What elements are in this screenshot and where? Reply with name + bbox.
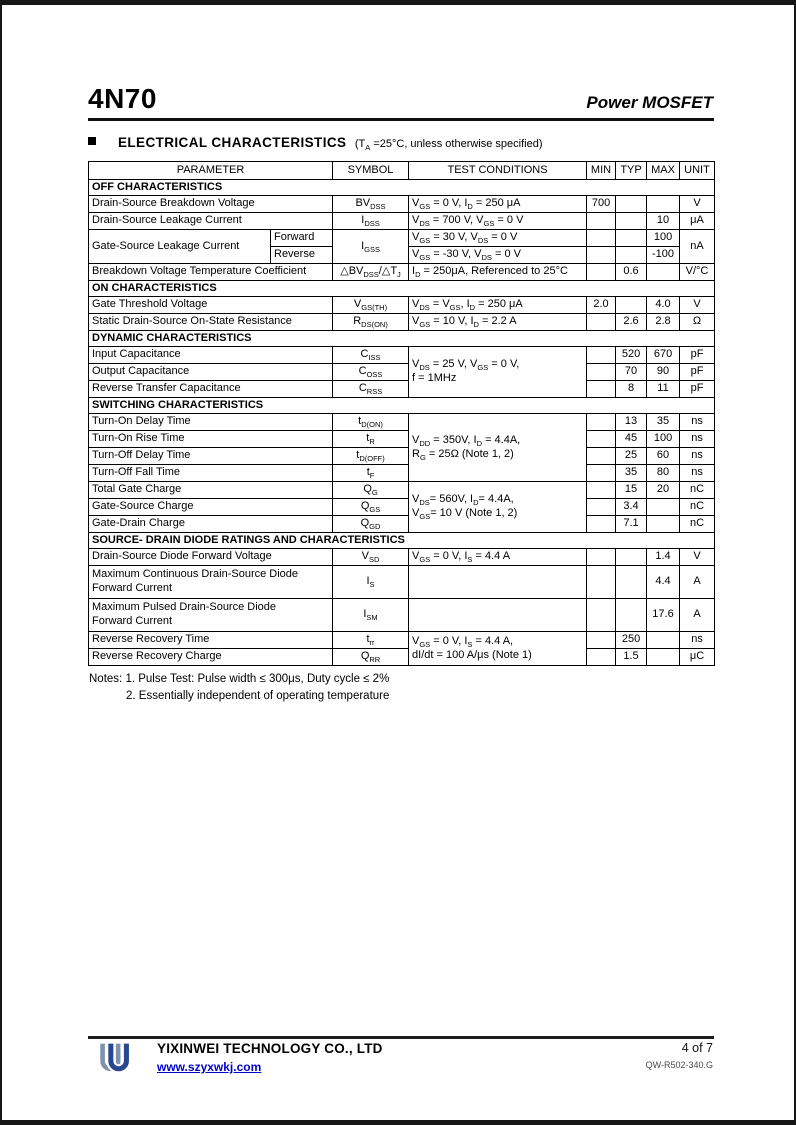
table-cell: Ω bbox=[680, 314, 715, 331]
part-number: 4N70 bbox=[88, 83, 157, 114]
section-header: OFF CHARACTERISTICS bbox=[89, 180, 715, 196]
note-line-2 bbox=[126, 688, 389, 705]
table-cell: $V_{DS} = V_{GS}$, $I_D = 250$ μA bbox=[409, 297, 587, 314]
table-cell: pF bbox=[680, 364, 715, 381]
table-cell: 25 bbox=[616, 448, 647, 465]
table-cell bbox=[587, 314, 616, 331]
table-cell bbox=[616, 230, 647, 247]
table-cell bbox=[587, 482, 616, 499]
column-header: MAX bbox=[647, 162, 680, 180]
table-cell bbox=[616, 297, 647, 314]
table-cell bbox=[616, 196, 647, 213]
column-header: TEST CONDITIONS bbox=[409, 162, 587, 180]
table-cell bbox=[587, 448, 616, 465]
table-cell: μA bbox=[680, 213, 715, 230]
table-cell: 100 bbox=[647, 230, 680, 247]
table-cell: 60 bbox=[647, 448, 680, 465]
table-cell: 4.4 bbox=[647, 566, 680, 599]
table-cell: 15 bbox=[616, 482, 647, 499]
table-row bbox=[89, 482, 715, 499]
table-cell: $V_{DS} = 25$ V, $V_{GS} = 0$ V, f = 1MHz bbox=[409, 347, 587, 398]
section-row bbox=[89, 180, 715, 196]
table-cell bbox=[616, 599, 647, 632]
section-header: ON CHARACTERISTICS bbox=[89, 281, 715, 297]
header-divider bbox=[88, 118, 714, 121]
table-cell bbox=[409, 599, 587, 632]
table-cell bbox=[587, 465, 616, 482]
table-cell: Gate-Drain Charge bbox=[89, 516, 333, 533]
square-bullet-icon bbox=[88, 137, 96, 145]
table-cell bbox=[587, 347, 616, 364]
table-cell: Input Capacitance bbox=[89, 347, 333, 364]
table-cell: $t_{rr}$ bbox=[333, 632, 409, 649]
table-cell: $Q_{GS}$ bbox=[333, 499, 409, 516]
table-cell bbox=[409, 566, 587, 599]
table-row bbox=[89, 499, 715, 516]
table-cell bbox=[647, 264, 680, 281]
table-cell: $\triangle BV_{DSS}/\triangle T_J$ bbox=[333, 264, 409, 281]
table-cell: 2.0 bbox=[587, 297, 616, 314]
table-cell: 13 bbox=[616, 414, 647, 431]
table-row bbox=[89, 364, 715, 381]
table-cell: 1.4 bbox=[647, 549, 680, 566]
table-cell: Breakdown Voltage Temperature Coefficient bbox=[89, 264, 333, 281]
table-cell: 670 bbox=[647, 347, 680, 364]
table-cell: -100 bbox=[647, 247, 680, 264]
table-head bbox=[89, 162, 715, 180]
table-cell: V bbox=[680, 196, 715, 213]
table-row bbox=[89, 516, 715, 533]
table-cell: $C_{ISS}$ bbox=[333, 347, 409, 364]
table-cell: $V_{GS} = 10$ V, $I_D = 2.2$ A bbox=[409, 314, 587, 331]
section-header: DYNAMIC CHARACTERISTICS bbox=[89, 331, 715, 347]
table-cell: ns bbox=[680, 431, 715, 448]
table-row bbox=[89, 297, 715, 314]
table-row bbox=[89, 196, 715, 213]
table-cell: 20 bbox=[647, 482, 680, 499]
column-header: UNIT bbox=[680, 162, 715, 180]
electrical-characteristics-table bbox=[88, 161, 715, 666]
table-cell: ns bbox=[680, 448, 715, 465]
table-cell: 0.6 bbox=[616, 264, 647, 281]
table-cell: Drain-Source Leakage Current bbox=[89, 213, 333, 230]
table-cell bbox=[587, 549, 616, 566]
table-cell: Gate-Source Charge bbox=[89, 499, 333, 516]
table-cell: nC bbox=[680, 482, 715, 499]
section-row bbox=[89, 281, 715, 297]
table-cell bbox=[587, 364, 616, 381]
table-cell bbox=[616, 247, 647, 264]
column-header: PARAMETER bbox=[89, 162, 333, 180]
table-row bbox=[89, 599, 715, 632]
notes-label: Notes: bbox=[89, 673, 123, 685]
page-number: 4 of 7 bbox=[681, 1041, 713, 1055]
table-cell bbox=[587, 230, 616, 247]
table-cell: Reverse Recovery Charge bbox=[89, 649, 333, 666]
document-code: QW-R502-340.G bbox=[645, 1060, 713, 1070]
table-cell: $V_{DD} = 350V$, $I_D = 4.4A$, $R_G = 25\Omega$ (Note 1, 2) bbox=[409, 414, 587, 482]
table-cell: 35 bbox=[647, 414, 680, 431]
table-cell: Total Gate Charge bbox=[89, 482, 333, 499]
table-cell: $C_{OSS}$ bbox=[333, 364, 409, 381]
table-row bbox=[89, 264, 715, 281]
table-cell: $V_{GS} = 0$ V, $I_S = 4.4$ A bbox=[409, 549, 587, 566]
notes bbox=[89, 671, 389, 705]
table-cell bbox=[647, 632, 680, 649]
table-cell: 45 bbox=[616, 431, 647, 448]
table-cell: Turn-Off Delay Time bbox=[89, 448, 333, 465]
table-cell: $C_{RSS}$ bbox=[333, 381, 409, 398]
table-cell: 520 bbox=[616, 347, 647, 364]
column-header: TYP bbox=[616, 162, 647, 180]
table-cell bbox=[587, 632, 616, 649]
table-cell bbox=[587, 516, 616, 533]
table-cell: $Q_{GD}$ bbox=[333, 516, 409, 533]
section-header: SWITCHING CHARACTERISTICS bbox=[89, 398, 715, 414]
table-cell: pF bbox=[680, 347, 715, 364]
table-cell: 90 bbox=[647, 364, 680, 381]
table-cell: $V_{DS} = 700$ V, $V_{GS} = 0$ V bbox=[409, 213, 587, 230]
footer-right bbox=[512, 1041, 713, 1070]
table-cell: ns bbox=[680, 414, 715, 431]
table-cell: 100 bbox=[647, 431, 680, 448]
table-cell: $t_F$ bbox=[333, 465, 409, 482]
table-cell: Gate Threshold Voltage bbox=[89, 297, 333, 314]
table-row bbox=[89, 649, 715, 666]
table-cell: $I_D = 250\mu A$, Referenced to 25°C bbox=[409, 264, 587, 281]
table-row bbox=[89, 414, 715, 431]
table-cell: Turn-On Delay Time bbox=[89, 414, 333, 431]
table-cell bbox=[616, 213, 647, 230]
table-cell bbox=[587, 381, 616, 398]
table-cell bbox=[587, 431, 616, 448]
table-cell: Forward bbox=[271, 230, 333, 247]
table-cell: pF bbox=[680, 381, 715, 398]
table-cell bbox=[647, 516, 680, 533]
table-row bbox=[89, 431, 715, 448]
table-cell: $V_{SD}$ bbox=[333, 549, 409, 566]
table-cell bbox=[647, 649, 680, 666]
section-row bbox=[89, 398, 715, 414]
table-cell: $R_{DS(ON)}$ bbox=[333, 314, 409, 331]
table-cell: Reverse Recovery Time bbox=[89, 632, 333, 649]
table-cell: $I_{DSS}$ bbox=[333, 213, 409, 230]
section-heading bbox=[88, 134, 714, 152]
table-cell: Static Drain-Source On-State Resistance bbox=[89, 314, 333, 331]
table-cell: 17.6 bbox=[647, 599, 680, 632]
table-cell bbox=[587, 649, 616, 666]
note-line-1 bbox=[89, 671, 389, 688]
table-row bbox=[89, 213, 715, 230]
table-cell: 11 bbox=[647, 381, 680, 398]
table-cell: $t_{D(ON)}$ bbox=[333, 414, 409, 431]
table-cell bbox=[616, 549, 647, 566]
table-cell: $V_{GS(TH)}$ bbox=[333, 297, 409, 314]
table-row bbox=[89, 381, 715, 398]
column-header: SYMBOL bbox=[333, 162, 409, 180]
table-row bbox=[89, 549, 715, 566]
table-cell: $Q_G$ bbox=[333, 482, 409, 499]
table-cell: 2.6 bbox=[616, 314, 647, 331]
table-row bbox=[89, 347, 715, 364]
table-cell bbox=[587, 264, 616, 281]
table-cell: $I_{SM}$ bbox=[333, 599, 409, 632]
doc-type: Power MOSFET bbox=[586, 93, 713, 112]
table-cell bbox=[616, 566, 647, 599]
table-cell: 10 bbox=[647, 213, 680, 230]
table-cell: V bbox=[680, 549, 715, 566]
table-row bbox=[89, 230, 715, 247]
table-cell: $BV_{DSS}$ bbox=[333, 196, 409, 213]
website-link[interactable]: www.szyxwkj.com bbox=[157, 1060, 262, 1074]
table-cell: Reverse Transfer Capacitance bbox=[89, 381, 333, 398]
table-row bbox=[89, 632, 715, 649]
table-cell: 35 bbox=[616, 465, 647, 482]
table-cell: 2.8 bbox=[647, 314, 680, 331]
table-cell: 4.0 bbox=[647, 297, 680, 314]
table-cell: Maximum Pulsed Drain-Source Diode Forward Current bbox=[89, 599, 333, 632]
table-cell: $I_{GSS}$ bbox=[333, 230, 409, 264]
table-cell: $Q_{RR}$ bbox=[333, 649, 409, 666]
table-cell: 7.1 bbox=[616, 516, 647, 533]
table-cell: $V_{GS} = -30$ V, $V_{DS} = 0$ V bbox=[409, 247, 587, 264]
section-header: SOURCE- DRAIN DIODE RATINGS AND CHARACTERISTICS bbox=[89, 533, 715, 549]
section-title: ELECTRICAL CHARACTERISTICS bbox=[118, 135, 347, 150]
table-cell: 1.5 bbox=[616, 649, 647, 666]
table-cell: 70 bbox=[616, 364, 647, 381]
table-cell: 80 bbox=[647, 465, 680, 482]
table-header-row bbox=[89, 162, 715, 180]
table-cell: μC bbox=[680, 649, 715, 666]
table-cell: $V_{GS} = 0$ V, $I_D = 250$ μA bbox=[409, 196, 587, 213]
table-body bbox=[89, 180, 715, 666]
table-row bbox=[89, 566, 715, 599]
table-cell: Turn-Off Fall Time bbox=[89, 465, 333, 482]
note-item-2: 2. Essentially independent of operating temperature bbox=[126, 690, 390, 702]
table-cell bbox=[587, 499, 616, 516]
table-cell: $t_R$ bbox=[333, 431, 409, 448]
table-cell: nC bbox=[680, 499, 715, 516]
section-row bbox=[89, 331, 715, 347]
table-cell: ns bbox=[680, 465, 715, 482]
table-cell: Maximum Continuous Drain-Source Diode Forward Current bbox=[89, 566, 333, 599]
table-cell: 8 bbox=[616, 381, 647, 398]
table-cell bbox=[587, 599, 616, 632]
table-cell: 250 bbox=[616, 632, 647, 649]
company-logo-icon bbox=[98, 1041, 131, 1086]
table-cell: Drain-Source Breakdown Voltage bbox=[89, 196, 333, 213]
table-cell: $V_{GS} = 0$ V, $I_S = 4.4$ A, dI/dt = 100 A/μs (Note 1) bbox=[409, 632, 587, 666]
section-row bbox=[89, 533, 715, 549]
table-row bbox=[89, 465, 715, 482]
table-cell: $I_S$ bbox=[333, 566, 409, 599]
table-cell: 700 bbox=[587, 196, 616, 213]
table-cell: Drain-Source Diode Forward Voltage bbox=[89, 549, 333, 566]
section-condition: ($T_A =25^\circ C$, unless otherwise specified) bbox=[354, 138, 543, 153]
table-cell bbox=[587, 414, 616, 431]
table-cell: $V_{DS}= 560V$, $I_D= 4.4A$, $V_{GS}= 10$ V (Note 1, 2) bbox=[409, 482, 587, 533]
table-cell: V/°C bbox=[680, 264, 715, 281]
company-name: YIXINWEI TECHNOLOGY CO., LTD bbox=[157, 1041, 383, 1056]
note-item-1: 1. Pulse Test: Pulse width ≤ 300μs, Duty cycle ≤ 2% bbox=[125, 673, 390, 685]
table-cell bbox=[587, 213, 616, 230]
table-cell: Reverse bbox=[271, 247, 333, 264]
table-cell: V bbox=[680, 297, 715, 314]
table-cell: Turn-On Rise Time bbox=[89, 431, 333, 448]
table-cell: 3.4 bbox=[616, 499, 647, 516]
table-cell: A bbox=[680, 566, 715, 599]
table-row bbox=[89, 448, 715, 465]
table-cell bbox=[647, 196, 680, 213]
table-cell bbox=[587, 566, 616, 599]
table-cell: $V_{GS} = 30$ V, $V_{DS} = 0$ V bbox=[409, 230, 587, 247]
table-cell: $t_{D(OFF)}$ bbox=[333, 448, 409, 465]
table-cell bbox=[647, 499, 680, 516]
footer-divider bbox=[88, 1036, 714, 1039]
table-cell: Output Capacitance bbox=[89, 364, 333, 381]
column-header: MIN bbox=[587, 162, 616, 180]
table-cell: ns bbox=[680, 632, 715, 649]
table-cell bbox=[587, 247, 616, 264]
table-cell: nC bbox=[680, 516, 715, 533]
table-cell: nA bbox=[680, 230, 715, 264]
table-row bbox=[89, 314, 715, 331]
table-cell: A bbox=[680, 599, 715, 632]
table-cell: Gate-Source Leakage Current bbox=[89, 230, 271, 264]
